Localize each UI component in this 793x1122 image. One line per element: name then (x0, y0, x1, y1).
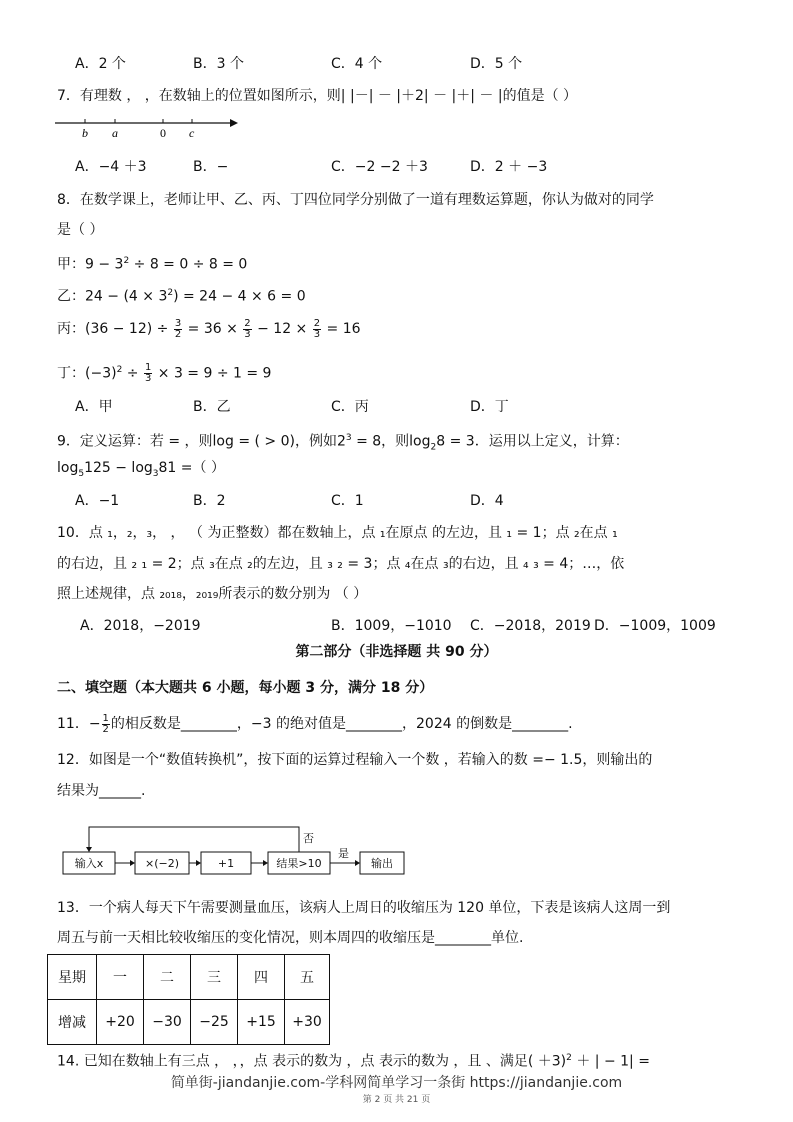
q8-bing-equation: 丙：(36 − 12) ÷ $\frac{3}{2}$ = 36 × $\frac{2}{3}$ − 12 × $\frac{2}{3}$ = 16 (57, 317, 361, 340)
table-header-cell: 星期 (48, 955, 97, 1000)
flow-plus-label: +1 (217, 857, 235, 870)
flow-output-label: 输出 (371, 857, 393, 870)
part2-title: 第二部分（非选择题 共 90 分） (295, 644, 498, 660)
page-number: 第 2 页 共 21 页 (362, 1095, 431, 1105)
table-cell: −25 (191, 1000, 238, 1045)
table-cell: −30 (144, 1000, 191, 1045)
q6-option-a: A．2 个 (75, 56, 126, 72)
table-cell: +15 (238, 1000, 285, 1045)
q7-option-d: D．2 ＋ −3 (470, 159, 548, 175)
flow-input-label: 输入x (74, 857, 104, 870)
q9-option-b: B．2 (193, 493, 226, 509)
q10-option-b: B．1009，−1010 (331, 618, 452, 634)
table-header-cell: 二 (144, 955, 191, 1000)
q8-yi-equation: 乙：$24 - (4 \times 3^2) = 24 - 4 \times 6 = 0$ (57, 288, 306, 305)
q8-stem-line2: 是（ ） (57, 222, 104, 238)
flow-condition-label: 结果>10 (276, 857, 322, 870)
q9-option-d: D．4 (470, 493, 504, 509)
q10-option-d: D．−1009，1009 (594, 618, 716, 634)
q10-line2: 的右边，且 ₂ ₁ = 2；点 ₃在点 ₂的左边，且 ₃ ₂ = 3；点 ₄在点 ₃的右边，且 ₄ ₃ = 4；…，依 (57, 556, 625, 572)
number-line-figure (55, 112, 240, 140)
q13-line2: 周五与前一天相比较收缩压的变化情况，则本周四的收缩压是________单位. (57, 930, 524, 946)
q8-option-d: D．丁 (470, 399, 509, 415)
axis-label-a: a (112, 126, 118, 140)
flow-multiply-label: ×(−2) (144, 857, 180, 870)
blood-pressure-table (47, 954, 330, 1045)
q12-line1: 12．如图是一个“数值转换机”，按下面的运算过程输入一个数 ，若输入的数 =− 1.5，则输出的 (57, 752, 653, 768)
q9-option-a: A．−1 (75, 493, 120, 509)
q10-line1: 10．点 ₁，₂，₃， ， （ 为正整数）都在数轴上，点 ₁在原点 的左边，且 ₁ = 1；点 ₂在点 ₁ (57, 525, 618, 541)
q14-line1: 14. 已知在数轴上有三点 ， ，，点 表示的数为 ，点 表示的数为 ，且 、满足( ＋3)$^2$ ＋ | − 1| = (57, 1053, 650, 1070)
q12-line2: 结果为______. (57, 783, 146, 799)
table-cell: +30 (285, 1000, 330, 1045)
axis-label-c: c (189, 126, 195, 140)
q8-option-a: A．甲 (75, 399, 113, 415)
table-header-cell: 一 (97, 955, 144, 1000)
q7-option-c: C．−2 −2 ＋3 (331, 159, 428, 175)
axis-label-b: b (82, 126, 88, 140)
q10-line3: 照上述规律，点 ₂₀₁₈，₂₀₁₉所表示的数分别为 （ ） (57, 586, 368, 602)
q7-stem: 7．有理数 ， ，在数轴上的位置如图所示，则| |－| － |＋2| － |＋| － |的值是（ ） (57, 88, 578, 104)
q7-option-b: B．− (193, 159, 229, 175)
q7-option-a: A．−4 ＋3 (75, 159, 147, 175)
q6-option-c: C．4 个 (331, 56, 383, 72)
q8-stem-line1: 8．在数学课上，老师让甲、乙、丙、丁四位同学分别做了一道有理数运算题，你认为做对的同学 (57, 192, 654, 208)
q9-line1: 9．定义运算：若 = ，则log = ( > 0)，例如$2^3 = 8$，则$\log_28 = 3$．运用以上定义，计算： (57, 433, 629, 453)
q9-option-c: C．1 (331, 493, 364, 509)
q13-line1: 13．一个病人每天下午需要测量血压，该病人上周日的收缩压为 120 单位，下表是该病人这周一到 (57, 900, 671, 916)
table-header-cell: 五 (285, 955, 330, 1000)
footer-watermark: 简单街-jiandanjie.com-学科网简单学习一条街 https://jiandanjie.com (170, 1075, 623, 1091)
table-row (48, 1000, 330, 1045)
conversion-machine-flowchart (62, 822, 407, 877)
section2-title: 二、填空题（本大题共 6 小题，每小题 3 分，满分 18 分） (57, 680, 434, 696)
q9-line2: $\log_5125 - \log_381$ =（ ） (57, 460, 225, 479)
q8-ding-equation: 丁：$(-3)^2$ ÷ $\frac{1}{3}$ × 3 = 9 ÷ 1 = 9 (57, 362, 272, 385)
flow-no-label: 否 (303, 832, 314, 845)
q6-option-b: B．3 个 (193, 56, 244, 72)
table-cell: +20 (97, 1000, 144, 1045)
q11-stem: 11．− $\frac{1}{2}$ 的相反数是________，−3 的绝对值是________，2024 的倒数是________. (57, 712, 573, 735)
q8-jia-equation: 甲：$9 - 3^2 \div 8 = 0 \div 8 = 0$ (57, 256, 248, 273)
table-row (48, 955, 330, 1000)
table-header-cell: 四 (238, 955, 285, 1000)
q10-option-a: A．2018，−2019 (80, 618, 201, 634)
table-cell: 增减 (48, 1000, 97, 1045)
axis-label-0: 0 (160, 126, 166, 140)
q6-option-d: D．5 个 (470, 56, 523, 72)
q10-option-c: C．−2018，2019 (470, 618, 591, 634)
q8-option-c: C．丙 (331, 399, 369, 415)
table-header-cell: 三 (191, 955, 238, 1000)
flow-yes-label: 是 (338, 847, 349, 860)
q8-option-b: B．乙 (193, 399, 231, 415)
